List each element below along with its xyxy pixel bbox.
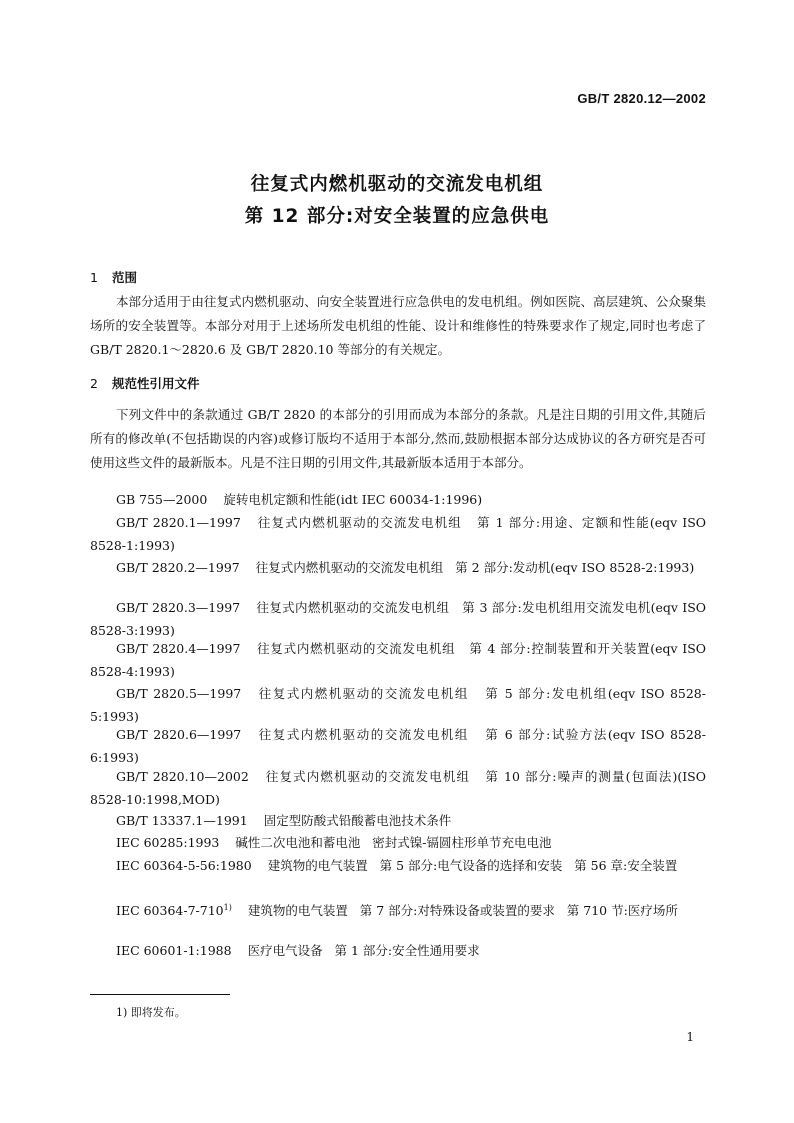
reference-item (90, 940, 706, 963)
reference-item (90, 897, 706, 923)
reference-title: 固定型防酸式铅酸蓄电池技术条件 (263, 813, 452, 828)
document-title-line2: 第 12 部分:对安全装置的应急供电 (244, 206, 550, 227)
document-title-line1: 往复式内燃机驱动的交流发电机组 (250, 174, 544, 195)
reference-code: GB/T 2820.10—2002 (116, 769, 249, 784)
reference-item (90, 810, 706, 833)
section-2-paragraph: 下列文件中的条款通过 GB/T 2820 的本部分的引用而成为本部分的条款。凡是注日期的引用文件,其随后所有的修改单(不包括勘误的内容)或修订版均不适用于本部分,然而,鼓励根据本部分达成协议的各方研究是否可使用这些文件的最新版本。凡是不注日期的引用文件,其最新版本适用于本部分。 (90, 407, 706, 470)
page-number: 1 (686, 1030, 694, 1044)
reference-code: GB/T 2820.5—1997 (116, 686, 242, 701)
section-2-title: 规范性引用文件 (112, 376, 200, 391)
reference-item (90, 489, 706, 512)
reference-title: 建筑物的电气装置 第 7 部分:对特殊设备或装置的要求 第 710 节:医疗场所 (247, 903, 678, 919)
reference-title: 建筑物的电气装置 第 5 部分:电气设备的选择和安装 第 56 章:安全装置 (267, 858, 678, 873)
reference-item (90, 766, 710, 811)
reference-title: 往复式内燃机驱动的交流发电机组 第 2 部分:发动机(eqv ISO 8528-2:1993) (255, 560, 695, 575)
reference-item (90, 597, 710, 642)
reference-title: 往复式内燃机驱动的交流发电机组 第 5 部分:发电机组(eqv ISO 8528-5:1993) (90, 686, 706, 724)
reference-item (90, 638, 710, 683)
reference-title: 医疗电气设备 第 1 部分:安全性通用要求 (247, 943, 480, 958)
reference-title: 往复式内燃机驱动的交流发电机组 第 4 部分:控制装置和开关装置(eqv ISO 8528-4:1993) (90, 641, 710, 679)
reference-code: IEC 60285:1993 (116, 835, 220, 850)
reference-title: 碱性二次电池和蓄电池 密封式镍-镉圆柱形单节充电电池 (235, 835, 552, 850)
footnote-divider (90, 994, 230, 995)
standard-code: GB/T 2820.12—2002 (577, 91, 706, 106)
reference-title: 往复式内燃机驱动的交流发电机组 第 10 部分:噪声的测量(包面法)(ISO 8528-10:1998,MOD) (90, 769, 710, 807)
reference-code: GB/T 2820.3—1997 (116, 600, 241, 615)
reference-code: GB/T 2820.6—1997 (116, 727, 242, 742)
reference-title: 往复式内燃机驱动的交流发电机组 第 1 部分:用途、定额和性能(eqv ISO 8528-1:1993) (90, 515, 710, 553)
reference-code: GB/T 13337.1—1991 (116, 813, 248, 828)
reference-code: IEC 60364-5-56:1980 (116, 858, 252, 873)
reference-code: GB/T 2820.1—1997 (116, 515, 241, 530)
section-1-title: 范围 (112, 270, 138, 285)
section-1-heading (90, 268, 137, 286)
reference-item (90, 724, 706, 769)
section-1-paragraph: 本部分适用于由往复式内燃机驱动、向安全装置进行应急供电的发电机组。例如医院、高层建筑、公众聚集场所的安全装置等。本部分对用于上述场所发电机组的性能、设计和维修性的特殊要求作了规定,同时也考虑了 GB/T 2820.1～2820.6 及 GB/T 2820.10 等部分的有关规定。 (90, 294, 706, 357)
footnote: 1) 即将发布。 (116, 1006, 186, 1019)
reference-item (90, 557, 706, 580)
reference-code: IEC 60601-1:1988 (116, 943, 232, 958)
reference-title: 旋转电机定额和性能(idt IEC 60034-1:1996) (223, 492, 483, 507)
reference-code: IEC 60364-7-710 (116, 903, 224, 919)
section-2-heading (90, 374, 200, 392)
reference-item (90, 683, 706, 728)
reference-code: GB/T 2820.4—1997 (116, 641, 241, 656)
reference-item (90, 832, 706, 855)
reference-code: GB 755—2000 (116, 492, 208, 507)
section-2-number: 2 (90, 376, 98, 391)
footnote-marker: 1) (223, 903, 232, 912)
reference-title: 往复式内燃机驱动的交流发电机组 第 3 部分:发电机组用交流发电机(eqv ISO 8528-3:1993) (90, 600, 710, 638)
reference-item (90, 855, 706, 878)
reference-code: GB/T 2820.2—1997 (116, 560, 240, 575)
reference-title: 往复式内燃机驱动的交流发电机组 第 6 部分:试验方法(eqv ISO 8528-6:1993) (90, 727, 706, 765)
section-1-number: 1 (90, 270, 98, 285)
reference-item (90, 512, 710, 557)
